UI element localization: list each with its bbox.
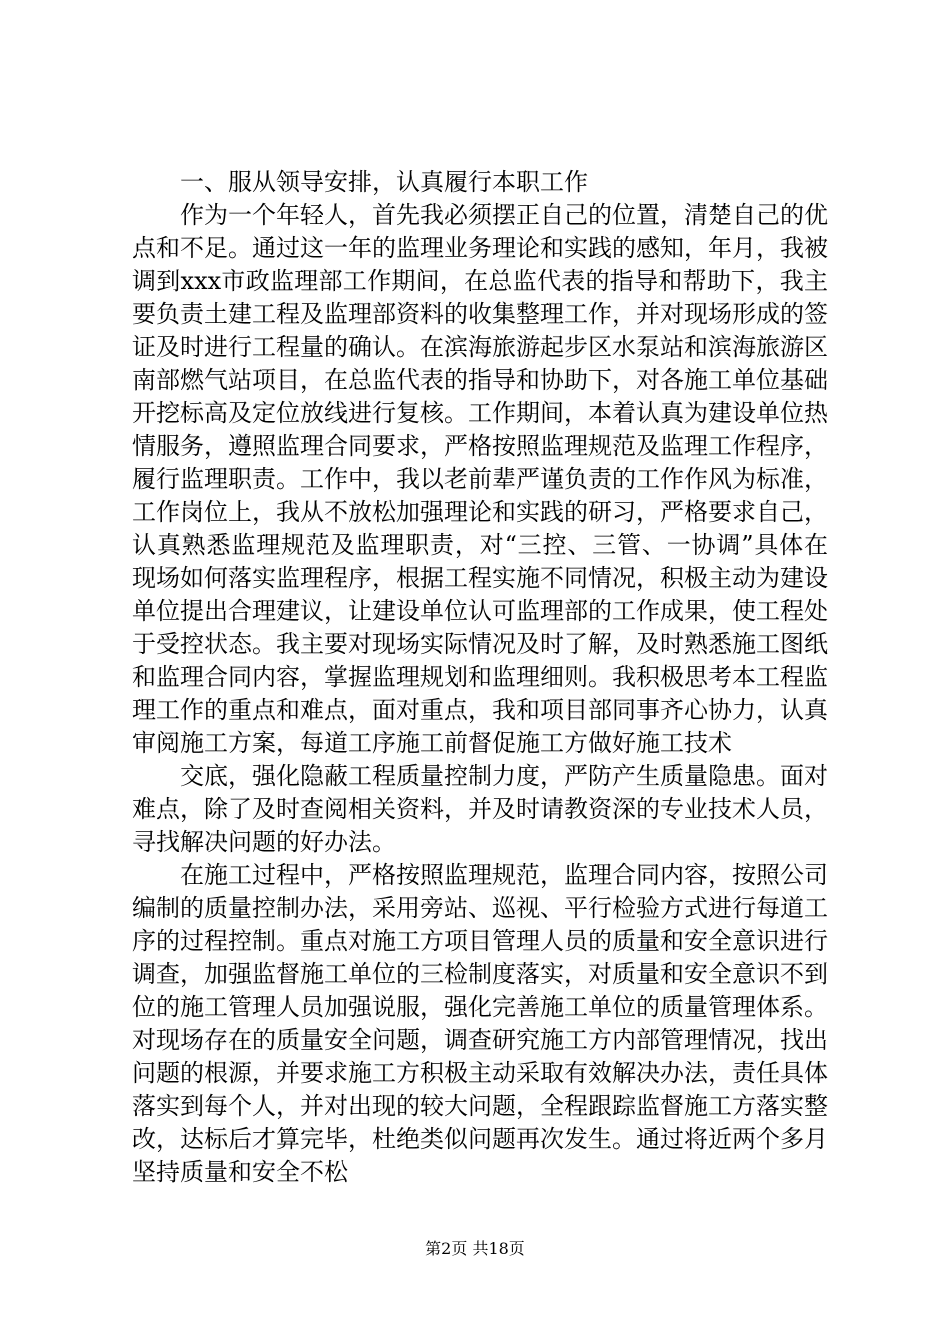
paragraph: 交底，强化隐蔽工程质量控制力度，严防产生质量隐患。面对难点，除了及时查阅相关资料，并及时请教资深的专业技术人员，寻找解决问题的好办法。 [132, 762, 828, 856]
section-heading: 一、服从领导安排，认真履行本职工作 [180, 168, 588, 196]
paragraph: 在施工过程中，严格按照监理规范，监理合同内容，按照公司编制的质量控制办法，采用旁站、巡视、平行检验方式进行每道工序的过程控制。重点对施工方项目管理人员的质量和安全意识进行调查，加强监督施工单位的三检制度落实，对质量和安全意识不到位的施工管理人员加强说服，强化完善施工单位的质量管理体系。对现场存在的质量安全问题，调查研究施工方内部管理情况，找出问题的根源，并要求施工方积极主动采取有效解决办法，责任具体落实到每个人，并对出现的较大问题，全程跟踪监督施工方落实整改，达标后才算完毕，杜绝类似问题再次发生。通过将近两个多月坚持质量和安全不松 [132, 861, 828, 1186]
paragraph: 作为一个年轻人，首先我必须摆正自己的位置，清楚自己的优点和不足。通过这一年的监理业务理论和实践的感知，年月，我被调到xxx市政监理部工作期间，在总监代表的指导和帮助下，我主要负责土建工程及监理部资料的收集整理工作，并对现场形成的签证及时进行工程量的确认。在滨海旅游起步区水泵站和滨海旅游区南部燃气站项目，在总监代表的指导和协助下，对各施工单位基础开挖标高及定位放线进行复核。工作期间，本着认真为建设单位热情服务，遵照监理合同要求，严格按照监理规范及监理工作程序，履行监理职责。工作中，我以老前辈严谨负责的工作作风为标准，工作岗位上，我从不放松加强理论和实践的研习，严格要求自己，认真熟悉监理规范及监理职责，对“三控、三管、一协调”具体在现场如何落实监理程序，根据工程实施不同情况，积极主动为建设单位提出合理建议，让建设单位认可监理部的工作成果，使工程处于受控状态。我主要对现场实际情况及时了解，及时熟悉施工图纸和监理合同内容，掌握监理规划和监理细则。我积极思考本工程监理工作的重点和难点，面对重点，我和项目部同事齐心协力，认真审阅施工方案，每道工序施工前督促施工方做好施工技术 [132, 201, 828, 757]
document-body [132, 166, 828, 1189]
page-number-footer: 第2页 共18页 [425, 1239, 525, 1258]
